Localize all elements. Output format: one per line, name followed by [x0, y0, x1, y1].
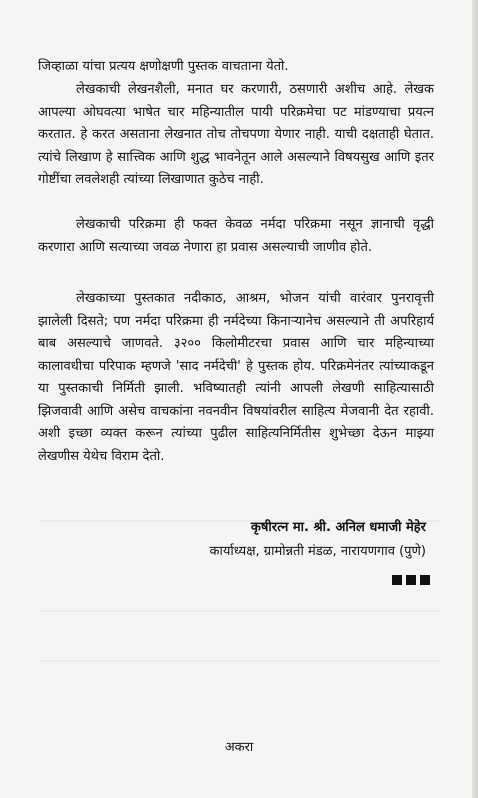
- show-through-line: [40, 660, 440, 662]
- paragraph-text: लेखकाची परिक्रमा ही फक्त केवळ नर्मदा परिक्रमा नसून ज्ञानाची वृद्धी करणारा आणि सत्याच्या जवळ नेणारा हा प्रवास असल्याची जाणीव होते.: [38, 217, 434, 255]
- end-of-section-mark: [392, 575, 430, 585]
- paragraph-text: लेखकाची लेखनशैली, मनात घर करणारी, ठसणारी अशीच आहे. लेखक आपल्या ओघवत्या भाषेत चार महिन्यातील पायी परिक्रमेचा पट मांडण्याचा प्रयत्न करतात. हे करत असताना लेखनात तोच तोचपणा येणार नाही. याची दक्षताही घेतात. त्यांचे लिखाण हे सात्त्विक आणि शुद्ध भावनेतून आले असल्याने विषयसुख आणि इतर गोष्टींचा लवलेशही त्यांच्या लिखाणात कुठेच नाही.: [38, 82, 434, 187]
- show-through-line: [40, 610, 440, 612]
- end-square-icon: [406, 575, 416, 585]
- signature-name: कृषीरत्न मा. श्री. अनिल धमाजी मेहेर: [250, 520, 426, 535]
- page-number: अकरा: [224, 740, 254, 755]
- paragraph-parikrama: [38, 214, 434, 259]
- paragraph-writing-style: [38, 79, 434, 192]
- end-square-icon: [420, 575, 430, 585]
- paragraph-continued: [38, 56, 434, 79]
- end-square-icon: [392, 575, 402, 585]
- paragraph-book-review: [38, 288, 434, 468]
- signature-title: कार्याध्यक्ष, ग्रामोन्नती मंडळ, नारायणगाव (पुणे): [209, 544, 426, 559]
- page-edge-shadow: [472, 0, 478, 798]
- paragraph-text: जिव्हाळा यांचा प्रत्यय क्षणोक्षणी पुस्तक वाचताना येतो.: [38, 59, 289, 74]
- paragraph-text: लेखकाच्या पुस्तकात नदीकाठ, आश्रम, भोजन यांची वारंवार पुनरावृत्ती झालेली दिसते; पण नर्मदा परिक्रमा ही नर्मदेच्या किनाऱ्यानेच असल्याने ती अपरिहार्य बाब असल्याचे जाणवते. ३२०० किलोमीटरचा प्रवास आणि चार महिन्याच्या कालावधीचा परिपाक म्हणजे 'साद नर्मदेची' हे पुस्तक होय. परिक्रमेनंतर त्यांच्याकडून या पुस्तकाची निर्मिती झाली. भविष्यातही त्यांनी आपली लेखणी साहित्यासाठी झिजवावी आणि असेच वाचकांना नवनवीन विषयांवरील साहित्य मेजवानी देत रहावी. अशी इच्छा व्यक्त करून त्यांच्या पुढील साहित्यनिर्मितीस शुभेच्छा देऊन माझ्या लेखणीस येथेच विराम देतो.: [38, 291, 434, 464]
